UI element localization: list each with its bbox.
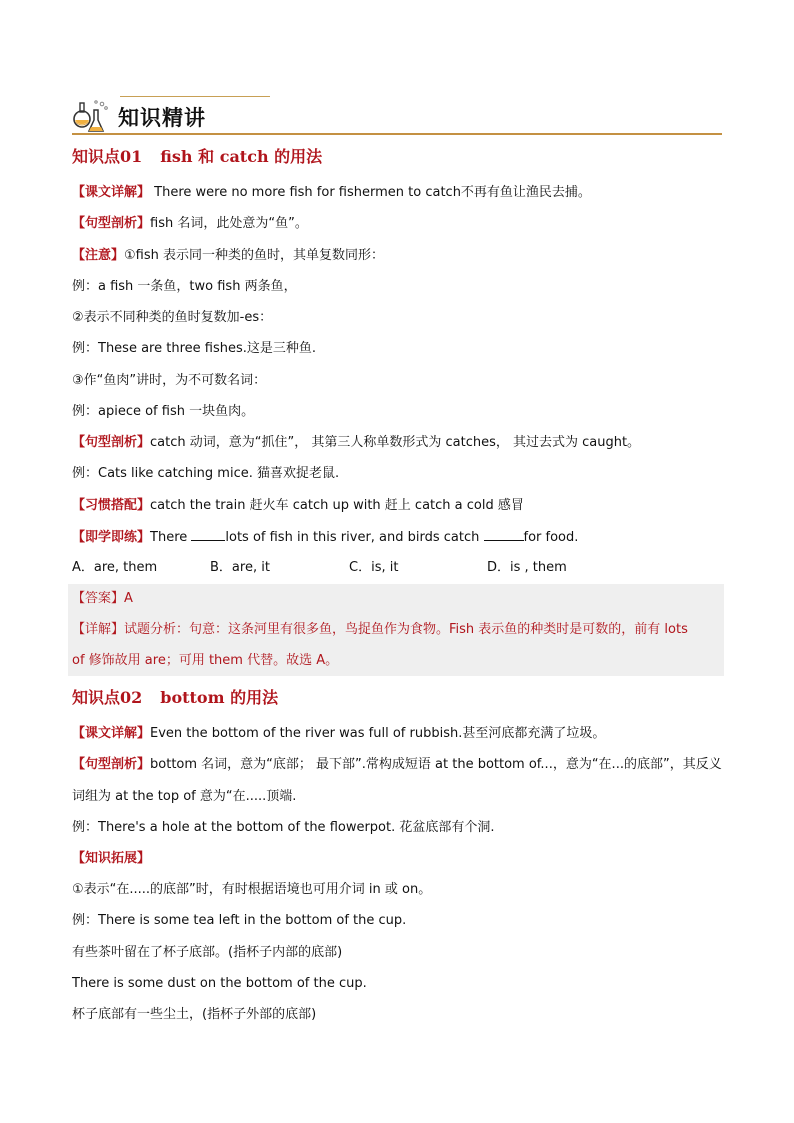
s1-line-2 [72,215,308,233]
answer-blank-1 [191,528,225,541]
s1-text-11: catch the train 赶火车 catch up with 赶上 catch a cold 感冒 [150,498,524,513]
section-1-title [72,148,322,166]
s1-tag-juxing: 【句型剖析】 [72,216,151,231]
s1-text-3: ①fish 表示同一种类的鱼时，其单复数同形： [124,248,385,263]
s1-line-6: 例：These are three fishes.这是三种鱼. [72,341,316,356]
section-2-topic: bottom 的用法 [160,688,279,707]
answer-blank-2 [484,528,524,541]
header-rule [72,133,722,135]
s2-line-2 [72,756,722,774]
option-a: A．are, them [72,560,158,575]
s1-tag-juxing-2: 【句型剖析】 [72,435,151,450]
s1-text-9: catch 动词，意为“抓住”， 其第三人称单数形式为 catches， 其过去式为 caught。 [150,435,641,450]
section-2-title [72,689,278,707]
s1-line-10: 例：Cats like catching mice. 猫喜欢捉老鼠. [72,466,340,481]
section-header [72,94,722,136]
s1-q-part-c: for food. [523,530,579,545]
s2-tag-kewen: 【课文详解】 [72,726,151,741]
s1-line-3 [72,247,384,265]
s2-line-4: 例：There's a hole at the bottom of the flowerpot. 花盆底部有个洞. [72,820,495,835]
s2-line-1 [72,725,605,743]
analysis-line-2: of 修饰故用 are；可用 them 代替。故选 A。 [72,653,339,668]
header-title: 知识精讲 [118,106,206,130]
s2-line-8: 有些茶叶留在了杯子底部。(指杯子内部的底部) [72,945,343,960]
s1-line-5: ②表示不同种类的鱼时复数加-es： [72,310,273,325]
option-c: C．is, it [349,560,399,575]
header-top-line [120,96,270,97]
s2-line-6: ①表示“在.....的底部”时，有时根据语境也可用介词 in 或 on。 [72,882,432,897]
section-1-topic: fish 和 catch 的用法 [160,147,323,166]
option-b: B．are, it [210,560,270,575]
s1-line-1 [72,184,591,202]
s2-text-2: bottom 名词，意为“底部； 最下部”.常构成短语 at the bottom of...，意为“在...的底部”，其反义 [150,757,722,772]
s2-tag-juxing: 【句型剖析】 [72,757,151,772]
s1-q-part-b: lots of fish in this river, and birds catch [225,530,484,545]
s2-line-10: 杯子底部有一些尘土，(指杯子外部的底部) [72,1007,317,1022]
s1-line-11 [72,497,524,515]
s1-line-8: 例：apiece of fish 一块鱼肉。 [72,404,255,419]
s1-line-9 [72,434,640,452]
s1-q-part-a: There [150,530,192,545]
answer-text: 【答案】A [72,591,133,606]
option-d: D．is , them [487,560,567,575]
s1-tag-lianxi: 【即学即练】 [72,530,151,545]
s1-text-1: There were no more fish for fishermen to catch不再有鱼让渔民去捕。 [150,185,591,200]
s2-line-5 [72,850,150,868]
s1-text-2: fish 名词，此处意为“鱼”。 [150,216,308,231]
s1-line-7: ③作“鱼肉”讲时，为不可数名词： [72,373,267,388]
s1-line-4: 例：a fish 一条鱼，two fish 两条鱼， [72,279,297,294]
section-1-number: 知识点01 [72,147,143,166]
s1-tag-zhuyi: 【注意】 [72,248,125,263]
s2-line-3: 词组为 at the top of 意为“在.....顶端. [72,789,297,804]
s1-line-12 [72,528,578,547]
s1-tag-kewen: 【课文详解】 [72,185,151,200]
s1-tag-dapei: 【习惯搭配】 [72,498,151,513]
s2-line-7: 例：There is some tea left in the bottom of the cup. [72,913,407,928]
s2-tag-tuozhan: 【知识拓展】 [72,851,151,866]
s2-line-9: There is some dust on the bottom of the cup. [72,976,367,991]
analysis-line-1: 【详解】试题分析：句意：这条河里有很多鱼，鸟捉鱼作为食物。Fish 表示鱼的种类时是可数的，前有 lots [72,622,688,637]
s2-text-1: Even the bottom of the river was full of rubbish.甚至河底都充满了垃圾。 [150,726,606,741]
flask-icon [72,98,112,136]
section-2-number: 知识点02 [72,688,143,707]
